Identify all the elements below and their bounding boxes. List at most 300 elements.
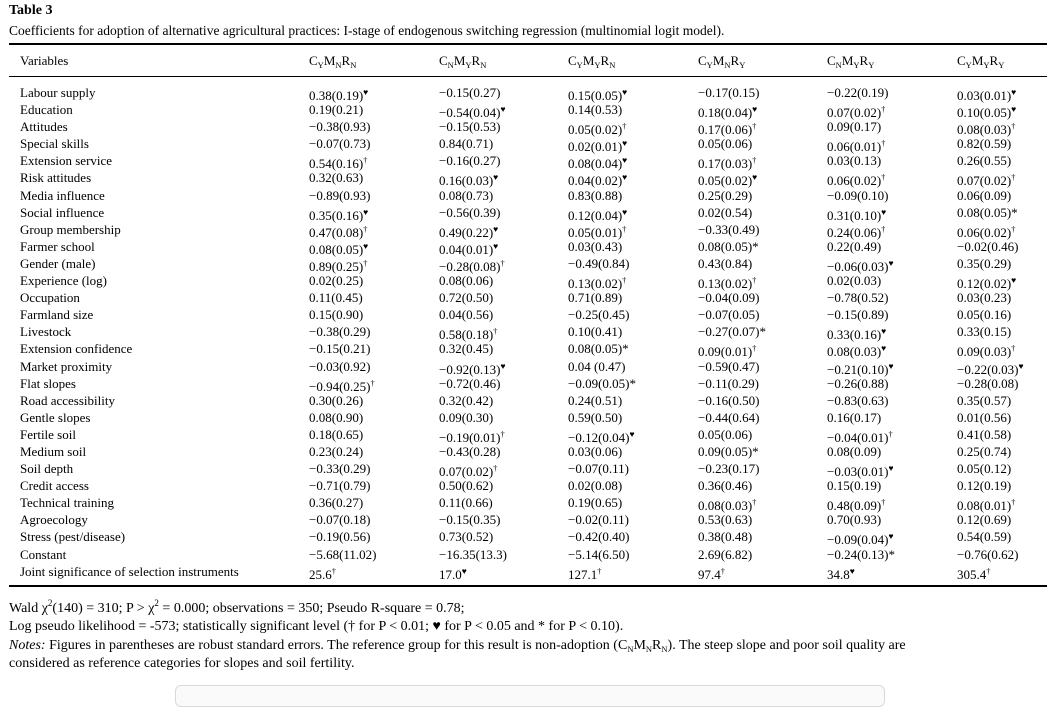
coefficient-value: 0.08(0.73) <box>439 187 494 203</box>
table-row <box>0 460 1055 480</box>
significance-mark: † <box>331 565 336 576</box>
coefficient-value: 0.24(0.51) <box>568 392 623 408</box>
table-row <box>0 546 1055 563</box>
coefficient-value: −0.15(0.27) <box>439 85 501 100</box>
significance-mark: † <box>752 275 757 286</box>
coefficient-value: 0.32(0.63) <box>309 170 364 186</box>
variable-name: Stress (pest/disease) <box>20 529 126 545</box>
coefficient-cell <box>698 358 760 375</box>
coefficient-value: 0.16(0.17) <box>827 409 882 425</box>
subscript: N <box>609 60 616 70</box>
variable-name: Technical training <box>20 495 115 511</box>
coefficient-cell <box>309 323 371 340</box>
significance-mark: † <box>1011 172 1016 183</box>
coefficient-cell <box>309 289 363 306</box>
coefficient-cell <box>698 477 752 494</box>
column-header-6 <box>957 53 1004 70</box>
table-row <box>0 426 1055 443</box>
footer-notes <box>9 638 906 654</box>
coefficient-value: −0.07(0.11) <box>568 461 630 477</box>
variable-name: Livestock <box>20 324 72 340</box>
coefficient-cell <box>568 340 629 357</box>
table-row <box>0 340 1055 360</box>
coefficient-cell <box>568 392 622 409</box>
coefficient-value: 0.03(0.23) <box>957 290 1012 306</box>
variable-name: Farmland size <box>20 307 94 323</box>
coefficient-value: 0.24(0.06) <box>827 224 882 240</box>
coefficient-value: −0.27(0.07)* <box>698 324 766 340</box>
coefficient-value: 0.04(0.01) <box>439 241 494 257</box>
coefficient-cell <box>827 152 881 169</box>
coefficient-value: 0.14(0.53) <box>568 102 623 118</box>
coefficient-value: 17.0 <box>439 566 462 582</box>
coefficient-value: 0.09(0.30) <box>439 409 494 425</box>
coefficient-cell <box>309 306 363 323</box>
significance-mark: † <box>752 121 757 132</box>
significance-mark: ♥ <box>622 138 628 149</box>
subscript: Y <box>998 60 1005 70</box>
symbol: C <box>617 638 628 653</box>
significance-mark: † <box>1011 223 1016 234</box>
coefficient-value: 0.26(0.55) <box>957 153 1012 169</box>
variable-name: Special skills <box>20 136 89 152</box>
coefficient-value: −0.15(0.35) <box>439 512 501 528</box>
coefficient-cell <box>439 528 493 545</box>
coefficient-cell <box>957 426 1011 443</box>
table-row <box>0 238 1055 255</box>
significance-mark: † <box>493 326 498 337</box>
coefficient-value: 0.84(0.71) <box>439 136 494 152</box>
significance-mark: ♥ <box>1011 104 1017 115</box>
coefficient-value: 0.47(0.08) <box>309 224 364 240</box>
coefficient-value: 0.09(0.03) <box>957 344 1012 360</box>
coefficient-value: 0.05(0.06) <box>698 426 753 442</box>
significance-mark: ♥ <box>888 463 894 474</box>
coefficient-value: 0.89(0.25) <box>309 258 364 274</box>
coefficient-cell <box>957 152 1011 169</box>
table-row <box>0 409 1055 426</box>
coefficient-cell <box>698 375 759 392</box>
table-row <box>0 477 1055 494</box>
coefficient-cell <box>309 511 371 528</box>
significance-mark: † <box>363 155 368 166</box>
significance-mark: † <box>1011 497 1016 508</box>
column-header-5 <box>827 53 874 70</box>
coefficient-cell <box>309 443 363 460</box>
table-row <box>0 306 1055 323</box>
coefficient-value: −5.14(6.50) <box>568 546 630 562</box>
significance-mark: ♥ <box>881 326 887 337</box>
coefficient-value: 0.04(0.02) <box>568 173 623 189</box>
coefficient-cell <box>439 84 501 101</box>
coefficient-value: 0.02(0.08) <box>568 478 623 494</box>
significance-mark: ♥ <box>461 565 467 576</box>
symbol: M <box>633 638 646 653</box>
significance-mark: † <box>720 565 725 576</box>
symbol: R <box>341 53 351 68</box>
significance-mark: ♥ <box>849 565 855 576</box>
coefficient-value: 0.03(0.13) <box>827 153 882 169</box>
coefficient-value: 0.08(0.90) <box>309 409 364 425</box>
coefficient-cell <box>309 528 371 545</box>
coefficient-cell <box>698 511 752 528</box>
coefficient-value: −0.28(0.08) <box>957 375 1019 391</box>
coefficient-value: 2.69(6.82) <box>698 546 753 562</box>
significance-mark: ♥ <box>622 87 628 97</box>
coefficient-value: −0.19(0.56) <box>309 529 371 545</box>
significance-mark: † <box>622 275 627 286</box>
significance-mark: † <box>500 257 505 268</box>
significance-mark: † <box>622 223 627 234</box>
coefficient-value: −0.38(0.29) <box>309 324 371 340</box>
subscript: N <box>724 60 731 70</box>
variable-name: Agroecology <box>20 512 88 528</box>
variable-name: Social influence <box>20 204 105 220</box>
coefficient-cell <box>827 187 889 204</box>
coefficient-value: 0.11(0.66) <box>439 495 493 511</box>
significance-mark: ♥ <box>622 155 628 166</box>
coefficient-cell <box>957 255 1011 272</box>
coefficient-value: 0.18(0.04) <box>698 105 753 121</box>
coefficient-value: −0.83(0.63) <box>827 392 889 408</box>
coefficient-value: −0.16(0.27) <box>439 153 501 169</box>
coefficient-value: 0.33(0.15) <box>957 324 1012 340</box>
significance-mark: ♥ <box>1011 275 1017 286</box>
coefficient-cell <box>957 375 1019 392</box>
coefficient-cell <box>439 118 501 135</box>
significance-mark: ♥ <box>363 87 369 97</box>
variable-name: Gender (male) <box>20 255 96 271</box>
symbol: C <box>439 53 448 68</box>
significance-mark: ♥ <box>629 428 635 439</box>
coefficient-value: 0.10(0.41) <box>568 324 623 340</box>
coefficient-value: −0.92(0.13) <box>439 361 501 377</box>
coefficient-cell <box>698 409 760 426</box>
symbol: C <box>309 53 318 68</box>
coefficient-value: 0.08(0.05)* <box>957 204 1018 220</box>
coefficient-value: 0.43(0.84) <box>698 255 753 271</box>
coefficient-cell <box>309 392 363 409</box>
coefficient-cell <box>439 409 493 426</box>
significance-mark: ♥ <box>493 172 499 183</box>
symbol: M <box>712 53 725 68</box>
coefficient-cell <box>827 289 889 306</box>
coefficient-value: −0.17(0.15) <box>698 85 760 100</box>
coefficient-value: 0.08(0.03) <box>957 122 1012 138</box>
coefficient-cell <box>568 511 629 528</box>
coefficient-value: −0.59(0.47) <box>698 358 760 374</box>
coefficient-value: 0.82(0.59) <box>957 136 1012 152</box>
coefficient-cell <box>568 563 602 583</box>
symbol: M <box>582 53 595 68</box>
coefficient-value: 0.09(0.01) <box>698 344 753 360</box>
table-row <box>0 563 1055 580</box>
coefficient-value: 0.13(0.02) <box>568 276 623 292</box>
notes-reference-group <box>618 638 668 653</box>
subscript: N <box>447 60 454 70</box>
variable-name: Credit access <box>20 478 89 494</box>
coefficient-value: 0.32(0.45) <box>439 341 494 357</box>
symbol: C <box>957 53 966 68</box>
coefficient-cell <box>827 443 881 460</box>
coefficient-cell <box>568 238 622 255</box>
coefficient-cell <box>568 409 622 426</box>
table-body <box>0 84 1055 580</box>
coefficient-value: −0.22(0.03) <box>957 361 1019 377</box>
symbol: M <box>453 53 466 68</box>
coefficient-cell <box>309 118 371 135</box>
coefficient-value: 0.15(0.90) <box>309 307 364 323</box>
coefficient-value: −0.09(0.04) <box>827 532 889 548</box>
significance-mark: ♥ <box>500 360 506 371</box>
coefficient-value: 0.71(0.89) <box>568 290 623 306</box>
variable-name: Constant <box>20 546 67 562</box>
coefficient-value: 0.12(0.02) <box>957 276 1012 292</box>
coefficient-value: 0.12(0.19) <box>957 478 1012 494</box>
coefficient-cell <box>439 152 501 169</box>
table-row <box>0 118 1055 138</box>
coefficient-cell <box>957 460 1011 477</box>
coefficient-cell <box>309 101 363 118</box>
coefficient-value: 0.15(0.05) <box>568 88 623 103</box>
coefficient-value: 0.06(0.02) <box>827 173 882 189</box>
significance-mark: ♥ <box>493 223 499 234</box>
symbol: R <box>600 53 610 68</box>
coefficient-value: −0.33(0.49) <box>698 221 760 237</box>
coefficient-value: 0.30(0.26) <box>309 392 364 408</box>
coefficient-cell <box>698 323 766 340</box>
symbol: M <box>841 53 854 68</box>
coefficient-cell <box>309 426 363 443</box>
coefficient-value: 0.70(0.93) <box>827 512 882 528</box>
coefficient-value: −0.42(0.40) <box>568 529 630 545</box>
coefficient-value: −0.78(0.52) <box>827 290 889 306</box>
coefficient-cell <box>957 528 1011 545</box>
coefficient-cell <box>827 546 895 563</box>
significance-mark: † <box>752 497 757 508</box>
coefficient-value: 0.08(0.04) <box>568 156 623 172</box>
bottom-panel-edge <box>175 685 885 707</box>
variable-name: Attitudes <box>20 119 68 135</box>
coefficient-value: 25.6 <box>309 566 332 582</box>
coefficient-cell <box>439 375 501 392</box>
coefficient-cell <box>568 289 622 306</box>
coefficient-value: −0.24(0.13)* <box>827 546 895 562</box>
table-row <box>0 323 1055 343</box>
significance-mark: ♥ <box>881 206 887 217</box>
coefficient-value: −0.03(0.92) <box>309 358 371 374</box>
table-row <box>0 511 1055 528</box>
subscript: Y <box>576 60 583 70</box>
coefficient-value: 0.58(0.18) <box>439 327 494 343</box>
subscript: N <box>335 60 342 70</box>
coefficient-cell <box>439 511 501 528</box>
significance-mark: ♥ <box>493 240 499 251</box>
coefficient-cell <box>698 289 760 306</box>
coefficient-cell <box>827 409 881 426</box>
variable-name: Fertile soil <box>20 426 76 442</box>
coefficient-value: −0.19(0.01) <box>439 429 501 445</box>
coefficient-cell <box>957 443 1011 460</box>
footer-notes-line2: considered as reference categories for slopes and soil fertility. <box>9 656 355 671</box>
coefficient-value: 0.02(0.03) <box>827 273 882 289</box>
coefficient-cell <box>698 204 752 221</box>
variable-name: Medium soil <box>20 443 87 459</box>
coefficient-cell <box>568 460 629 477</box>
coefficient-cell <box>957 563 991 583</box>
coefficient-cell <box>568 255 630 272</box>
coefficient-cell <box>439 477 493 494</box>
coefficient-value: 0.08(0.05)* <box>568 341 629 357</box>
significance-mark: ♥ <box>622 172 628 183</box>
coefficient-value: 0.08(0.03) <box>827 344 882 360</box>
variable-name: Road accessibility <box>20 392 115 408</box>
coefficient-cell <box>568 443 622 460</box>
coefficient-value: 0.23(0.24) <box>309 443 364 459</box>
symbol: C <box>568 53 577 68</box>
coefficient-cell <box>827 392 889 409</box>
symbol: M <box>323 53 336 68</box>
coefficient-value: 0.16(0.03) <box>439 173 494 189</box>
significance-mark: † <box>370 377 375 388</box>
coefficient-value: 0.49(0.22) <box>439 224 494 240</box>
significance-mark: ♥ <box>363 206 369 217</box>
coefficient-cell <box>957 323 1011 340</box>
coefficient-cell <box>957 392 1011 409</box>
notes-text-a: Figures in parentheses are robust standard errors. The reference group for this result is non-adoption ( <box>45 638 618 653</box>
coefficient-cell <box>309 477 371 494</box>
coefficient-cell <box>827 306 889 323</box>
coefficient-value: 0.35(0.16) <box>309 207 364 223</box>
significance-mark: † <box>1011 343 1016 354</box>
coefficient-cell <box>698 135 752 152</box>
variable-name: Farmer school <box>20 238 95 254</box>
significance-mark: ♥ <box>363 240 369 251</box>
coefficient-value: 0.38(0.19) <box>309 88 364 103</box>
variable-name: Occupation <box>20 290 80 306</box>
coefficient-value: −0.72(0.46) <box>439 375 501 391</box>
wald-sup-1: 2 <box>47 598 53 608</box>
significance-mark: † <box>888 428 893 439</box>
coefficient-cell <box>698 306 760 323</box>
coefficient-value: 0.04(0.56) <box>439 307 494 323</box>
notes-label: Notes: <box>9 638 46 653</box>
coefficient-value: 34.8 <box>827 566 850 582</box>
coefficient-cell <box>698 187 752 204</box>
significance-mark: † <box>986 565 991 576</box>
symbol: R <box>730 53 740 68</box>
coefficient-cell <box>568 187 622 204</box>
coefficient-cell <box>957 135 1011 152</box>
coefficient-cell <box>309 494 363 511</box>
subscript: Y <box>594 60 601 70</box>
significance-mark: † <box>597 565 602 576</box>
coefficient-value: −0.76(0.62) <box>957 546 1019 562</box>
variable-name: Gentle slopes <box>20 409 91 425</box>
coefficient-value: −0.25(0.45) <box>568 307 630 323</box>
coefficient-cell <box>827 477 881 494</box>
significance-mark: ♥ <box>888 531 894 542</box>
coefficient-value: 0.05(0.02) <box>698 173 753 189</box>
coefficient-value: −0.21(0.10) <box>827 361 889 377</box>
coefficient-cell <box>698 426 752 443</box>
coefficient-value: 305.4 <box>957 566 987 582</box>
coefficient-value: −0.07(0.18) <box>309 512 371 528</box>
coefficient-value: 0.06(0.01) <box>827 139 882 155</box>
significance-mark: † <box>493 463 498 474</box>
coefficient-value: 127.1 <box>568 566 598 582</box>
coefficient-cell <box>698 460 760 477</box>
variable-name: Extension confidence <box>20 341 133 357</box>
coefficient-value: 0.09(0.17) <box>827 119 882 135</box>
coefficient-value: −0.56(0.39) <box>439 204 501 220</box>
table-label: Table 3 <box>9 3 53 18</box>
table-row <box>0 135 1055 155</box>
coefficient-value: 0.09(0.05)* <box>698 443 759 459</box>
coefficient-cell <box>698 221 760 238</box>
coefficient-cell <box>309 358 371 375</box>
coefficient-cell <box>698 238 759 255</box>
coefficient-cell <box>957 204 1018 221</box>
table-row <box>0 358 1055 375</box>
subscript: N <box>661 644 668 654</box>
coefficient-value: 0.02(0.54) <box>698 204 753 220</box>
symbol: R <box>652 638 662 653</box>
coefficient-cell <box>827 84 889 101</box>
notes-text-b: ). The steep slope and poor soil quality are <box>667 638 906 653</box>
coefficient-value: 0.53(0.63) <box>698 512 753 528</box>
coefficient-cell <box>698 392 760 409</box>
variable-name: Risk attitudes <box>20 170 92 186</box>
header-rule <box>9 76 1047 77</box>
coefficient-value: −0.15(0.89) <box>827 307 889 323</box>
subscript: Y <box>853 60 860 70</box>
coefficient-cell <box>439 135 493 152</box>
variable-name: Soil depth <box>20 461 74 477</box>
variable-name: Education <box>20 102 73 118</box>
table-row <box>0 221 1055 238</box>
subscript: Y <box>706 60 713 70</box>
subscript: N <box>835 60 842 70</box>
coefficient-value: 0.22(0.49) <box>827 238 882 254</box>
variable-name: Experience (log) <box>20 273 107 289</box>
variable-name: Group membership <box>20 221 121 237</box>
coefficient-value: 0.54(0.59) <box>957 529 1012 545</box>
coefficient-value: 0.54(0.16) <box>309 156 364 172</box>
coefficient-value: 0.33(0.16) <box>827 327 882 343</box>
coefficient-cell <box>439 563 467 583</box>
coefficient-cell <box>309 409 363 426</box>
coefficient-value: 0.25(0.29) <box>698 187 753 203</box>
column-header-2 <box>439 53 486 70</box>
coefficient-cell <box>309 272 363 289</box>
table-row <box>0 528 1055 548</box>
significance-mark: † <box>881 104 886 115</box>
coefficient-cell <box>827 375 889 392</box>
coefficient-value: −0.12(0.04) <box>568 429 630 445</box>
coefficient-value: 0.08(0.09) <box>827 443 882 459</box>
column-header-3 <box>568 53 615 70</box>
significance-mark: ♥ <box>500 104 506 115</box>
significance-mark: † <box>622 121 627 132</box>
coefficient-cell <box>439 204 501 221</box>
coefficient-value: 0.18(0.65) <box>309 426 364 442</box>
coefficient-cell <box>309 340 371 357</box>
coefficient-value: 0.04 (0.47) <box>568 358 626 374</box>
coefficient-value: 0.48(0.09) <box>827 498 882 514</box>
significance-mark: ♥ <box>881 343 887 354</box>
coefficient-value: 0.01(0.56) <box>957 409 1012 425</box>
